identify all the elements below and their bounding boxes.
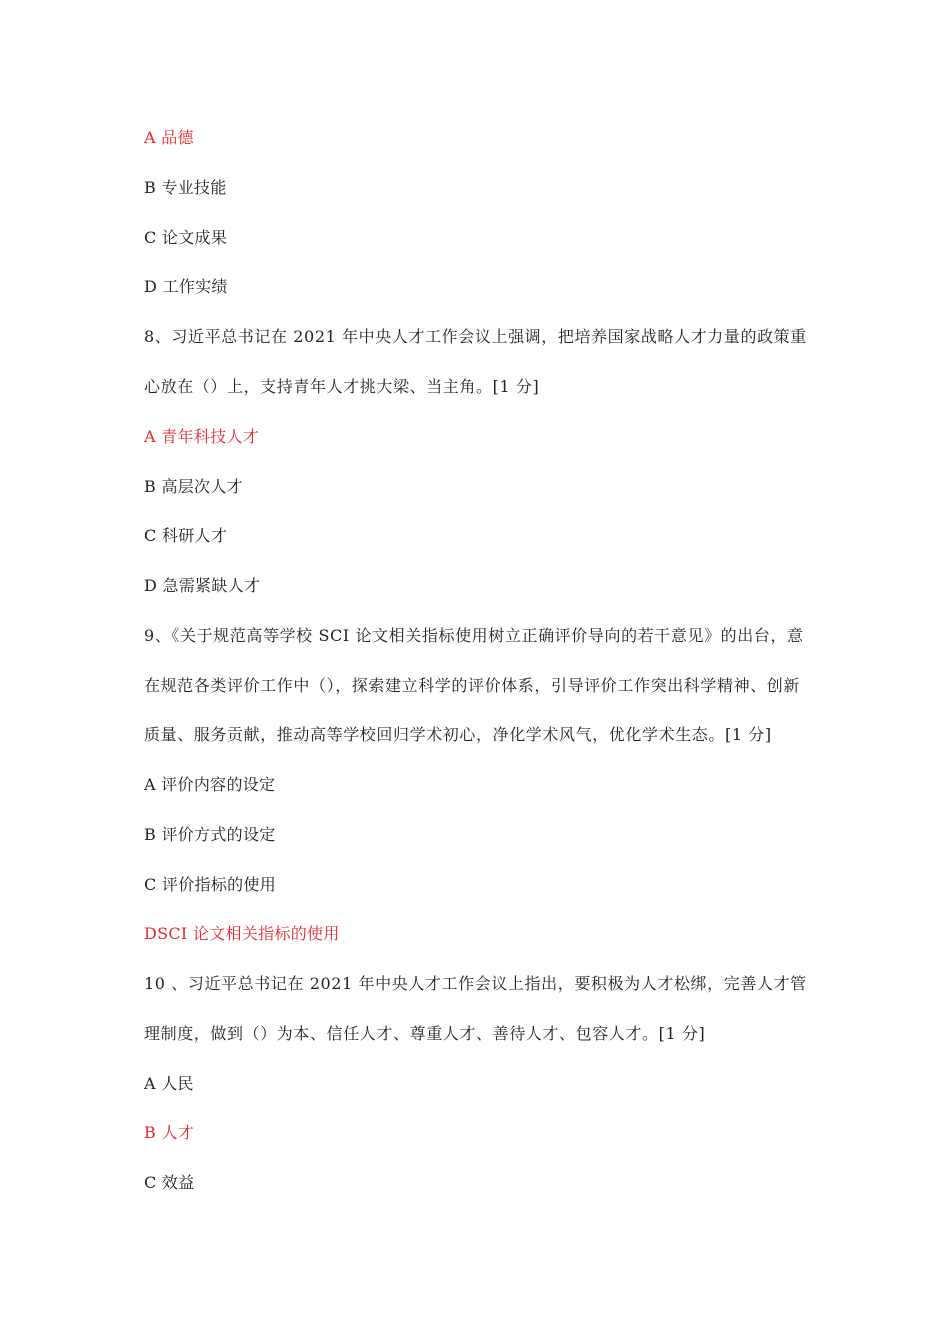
q9-option-b: B 评价方式的设定 bbox=[144, 825, 276, 844]
q8-question-line-2: 心放在（）上，支持青年人才挑大梁、当主角。[1 分] bbox=[144, 377, 540, 396]
q8-option-d: D 急需紧缺人才 bbox=[144, 576, 261, 595]
q8-option-b: B 高层次人才 bbox=[144, 477, 243, 496]
q8-option-c: C 科研人才 bbox=[144, 526, 228, 545]
q9-option-d: DSCI 论文相关指标的使用 bbox=[144, 924, 340, 943]
q8-option-a: A 青年科技人才 bbox=[144, 427, 260, 446]
q10-option-c: C 效益 bbox=[144, 1173, 195, 1192]
q9-question-line-1: 9、《关于规范高等学校 SCI 论文相关指标使用树立正确评价导向的若干意见》的出台，意 bbox=[144, 626, 804, 645]
q10-option-b: B 人才 bbox=[144, 1123, 195, 1142]
q9-option-a: A 评价内容的设定 bbox=[144, 775, 276, 794]
q7-option-d: D 工作实绩 bbox=[144, 277, 228, 296]
q7-option-b: B 专业技能 bbox=[144, 178, 227, 197]
q9-option-c: C 评价指标的使用 bbox=[144, 875, 277, 894]
q9-question-line-3: 质量、服务贡献，推动高等学校回归学术初心，净化学术风气，优化学术生态。[1 分] bbox=[144, 725, 772, 744]
q10-question-line-1: 10 、习近平总书记在 2021 年中央人才工作会议上指出，要积极为人才松绑，完善人才管 bbox=[144, 974, 807, 993]
q7-option-c: C 论文成果 bbox=[144, 228, 228, 247]
q9-question-line-2: 在规范各类评价工作中（），探索建立科学的评价体系，引导评价工作突出科学精神、创新 bbox=[144, 676, 801, 695]
q10-question-line-2: 理制度，做到（）为本、信任人才、尊重人才、善待人才、包容人才。[1 分] bbox=[144, 1024, 706, 1043]
q8-question-line-1: 8、习近平总书记在 2021 年中央人才工作会议上强调，把培养国家战略人才力量的政策重 bbox=[144, 327, 807, 346]
q10-option-a: A 人民 bbox=[144, 1074, 194, 1093]
q7-option-a: A 品德 bbox=[144, 128, 194, 147]
